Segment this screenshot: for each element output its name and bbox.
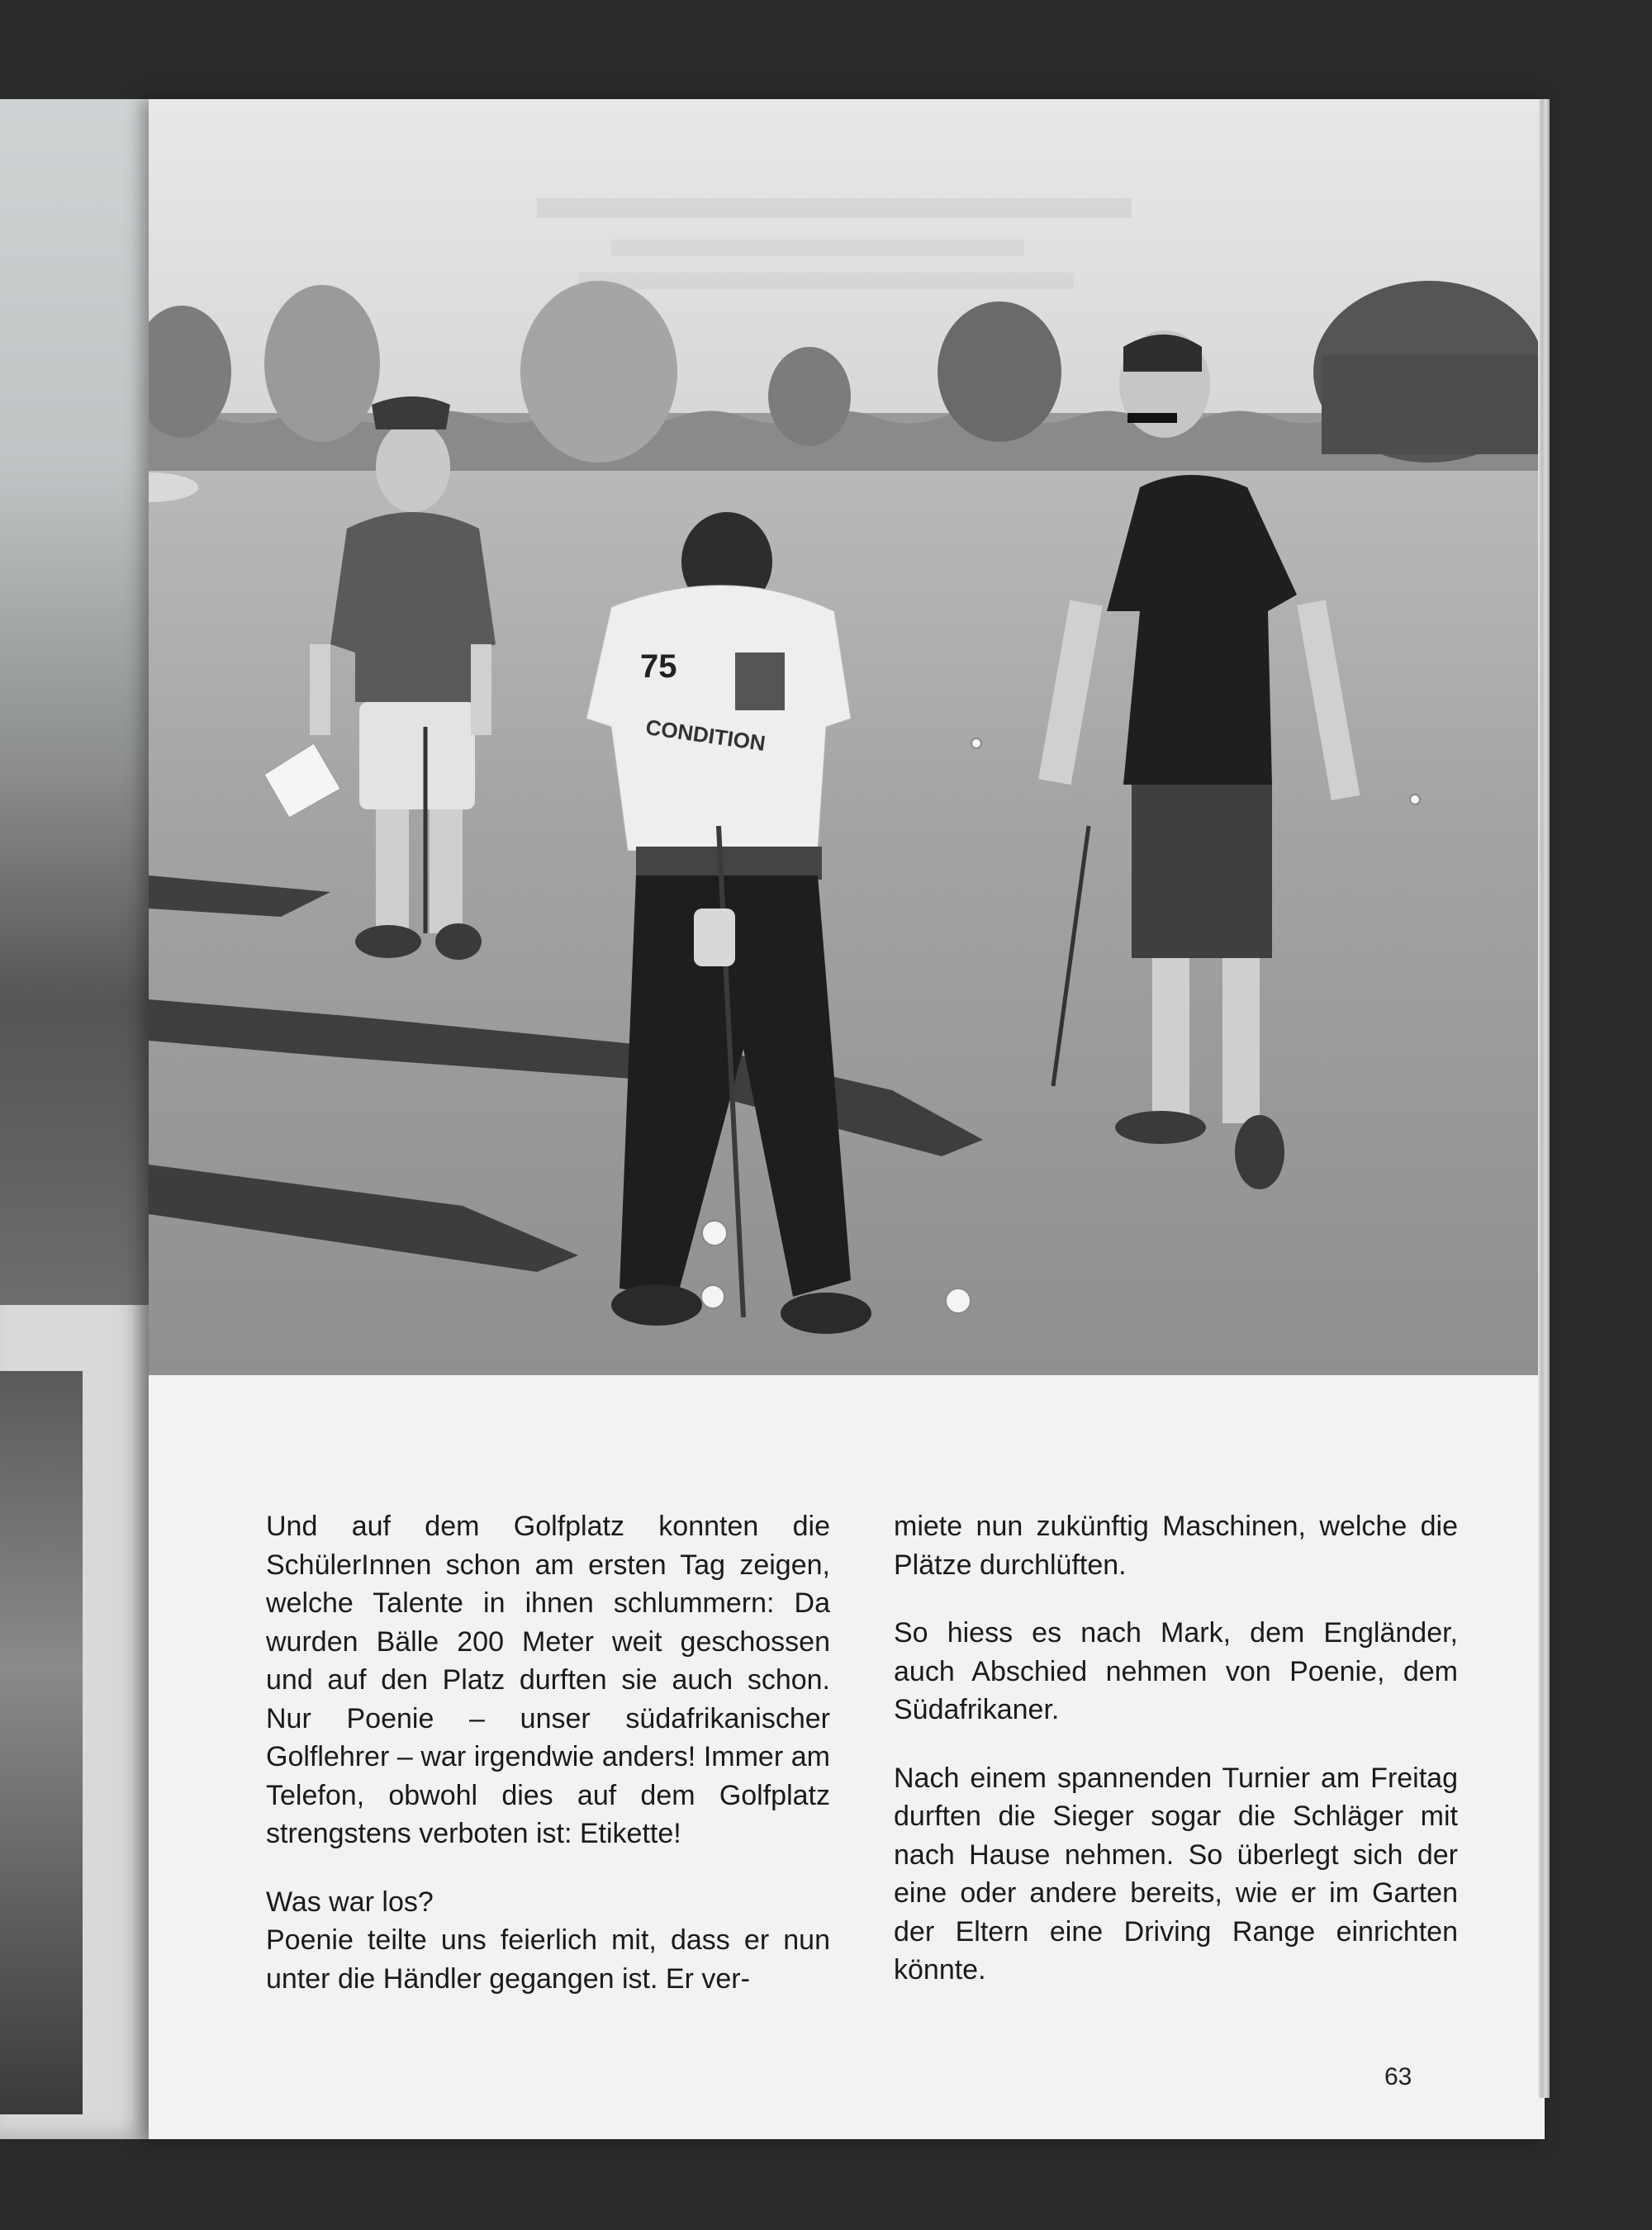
previous-page-photo <box>0 99 149 1305</box>
paragraph: So hiess es nach Mark, dem Engländer, auch Abschied nehmen von Poenie, dem Südafrikaner. <box>894 1617 1458 1725</box>
golf-photo <box>149 99 1545 1375</box>
shirt-number: 75 <box>640 648 677 685</box>
golf-photo-illustration <box>149 99 1545 1375</box>
previous-page-photo-lower <box>0 1371 83 2114</box>
article-column-right <box>894 1507 1458 1990</box>
paragraph: Und auf dem Golfplatz konnten die SchülerInnen schon am ersten Tag zeigen, welche Talente in ihnen schlummern: Da wurden Bälle 200 Meter weit geschossen und auf den Platz durften sie auch schon. Nur Poenie – unser südafrikanischer Golflehrer – war irgendwie anders! Immer am Telefon, obwohl dies auf dem Golfplatz strengstens verboten ist: Etikette! <box>266 1511 830 1849</box>
magazine-page <box>149 99 1545 2139</box>
paragraph: Was war los? <box>266 1886 434 1918</box>
paragraph: Poenie teilte uns feierlich mit, dass er nun unter die Händler gegangen ist. Er ver- <box>266 1924 830 1995</box>
page-number: 63 <box>1384 2063 1412 2090</box>
shirt-print: CONDITION <box>643 714 767 757</box>
previous-page-edge <box>0 99 157 2139</box>
article-column-left <box>266 1507 830 1998</box>
paragraph: miete nun zukünftig Maschinen, welche die Plätze durchlüften. <box>894 1511 1458 1581</box>
page-stack-edge <box>1538 99 1550 2098</box>
paragraph: Nach einem spannenden Turnier am Freitag durften die Sieger sogar die Schläger mit nach Hause nehmen. So überlegt sich der eine oder andere bereits, wie er im Garten der Eltern eine Driving Range einrichten könnte. <box>894 1762 1458 1986</box>
show-through-text <box>231 1400 238 1428</box>
